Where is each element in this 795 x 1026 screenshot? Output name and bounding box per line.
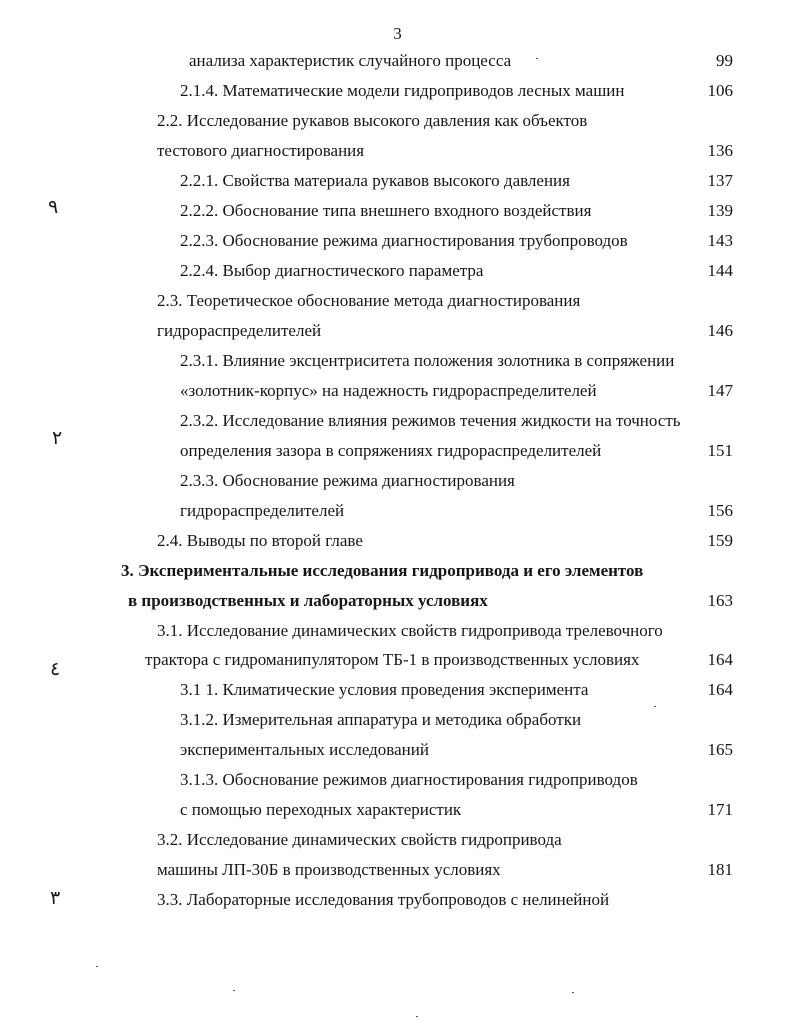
toc-entry-text: 3. Экспериментальные исследования гидропривода и его элементов xyxy=(121,561,644,580)
scan-speck xyxy=(96,966,98,967)
scan-speck xyxy=(233,990,235,991)
toc-entry-text: 2.2. Исследование рукавов высокого давления как объектов xyxy=(157,111,588,130)
toc-entry-text: трактора с гидроманипулятором ТБ-1 в производственных условиях xyxy=(145,650,640,669)
toc-entry-text: «золотник-корпус» на надежность гидрораспределителей xyxy=(180,381,597,400)
scan-speck xyxy=(572,992,574,993)
toc-entry-text: 3.2. Исследование динамических свойств гидропривода xyxy=(157,830,562,849)
toc-entry-text: определения зазора в сопряжениях гидрораспределителей xyxy=(180,441,602,460)
margin-mark: ٩ xyxy=(48,196,59,218)
toc-entry-page: 143 xyxy=(707,231,733,250)
toc-entry-page: 164 xyxy=(707,680,733,699)
toc-entry-page: 144 xyxy=(707,261,733,280)
toc-entry-text: 2.4. Выводы по второй главе xyxy=(157,531,363,550)
toc-entry-page: 181 xyxy=(707,860,733,879)
toc-entry-text: 3.1 1. Климатические условия проведения эксперимента xyxy=(180,680,589,699)
toc-entry-page: 106 xyxy=(707,81,733,100)
toc-entry-page: 165 xyxy=(707,740,733,759)
margin-mark: ٢ xyxy=(52,427,63,449)
margin-mark: ٣ xyxy=(50,887,61,909)
toc-entry-text: 2.3. Теоретическое обоснование метода диагностирования xyxy=(157,291,581,310)
toc-entry-text: 3.1.2. Измерительная аппаратура и методика обработки xyxy=(180,710,582,729)
toc-entry-text: 3.1. Исследование динамических свойств гидропривода трелевочного xyxy=(157,621,663,640)
scan-speck xyxy=(654,706,656,707)
toc-entry-text: 3.1.3. Обоснование режимов диагностирования гидроприводов xyxy=(180,770,638,789)
toc-entry-text: 2.2.2. Обоснование типа внешнего входного воздействия xyxy=(180,201,592,220)
toc-entry-text: гидрораспределителей xyxy=(157,321,322,340)
toc-entry-text: 2.1.4. Математические модели гидроприводов лесных машин xyxy=(180,81,625,100)
scan-speck xyxy=(536,58,538,59)
page-number: 3 xyxy=(393,24,402,43)
toc-entry-text: 2.2.3. Обоснование режима диагностирования трубопроводов xyxy=(180,231,628,250)
toc-entry-text: 2.3.3. Обоснование режима диагностирования xyxy=(180,471,515,490)
toc-entry-page: 147 xyxy=(707,381,733,400)
toc-entry-text: 2.3.1. Влияние эксцентриситета положения золотника в сопряжении xyxy=(180,351,675,370)
toc-entry-page: 164 xyxy=(707,650,733,669)
toc-entry-text: экспериментальных исследований xyxy=(180,740,429,759)
toc-entry-text: анализа характеристик случайного процесса xyxy=(189,51,512,70)
toc-entry-text: гидрораспределителей xyxy=(180,501,345,520)
toc-entry-text: тестового диагностирования xyxy=(157,141,365,160)
toc-entry-page: 139 xyxy=(707,201,733,220)
toc-entry-page: 99 xyxy=(716,51,733,70)
toc-entry-page: 159 xyxy=(707,531,733,550)
toc-entry-page: 146 xyxy=(707,321,733,340)
toc-entry-text: с помощью переходных характеристик xyxy=(180,800,462,819)
toc-entry-text: машины ЛП-30Б в производственных условиях xyxy=(157,860,501,879)
margin-mark: ٤ xyxy=(50,658,61,680)
toc-entry-page: 163 xyxy=(707,591,733,610)
scan-speck xyxy=(416,1016,418,1017)
toc-entry-page: 151 xyxy=(707,441,733,460)
toc-entry-page: 136 xyxy=(707,141,733,160)
toc-entry-text: в производственных и лабораторных условиях xyxy=(128,591,488,610)
toc-entry-text: 3.3. Лабораторные исследования трубопроводов с нелинейной xyxy=(157,890,610,909)
toc-entry-page: 171 xyxy=(707,800,733,819)
toc-entry-text: 2.2.4. Выбор диагностического параметра xyxy=(180,261,484,280)
toc-entry-text: 2.2.1. Свойства материала рукавов высокого давления xyxy=(180,171,570,190)
toc-entry-page: 137 xyxy=(707,171,733,190)
toc-entry-text: 2.3.2. Исследование влияния режимов течения жидкости на точность xyxy=(180,411,681,430)
toc-entry-page: 156 xyxy=(707,501,733,520)
